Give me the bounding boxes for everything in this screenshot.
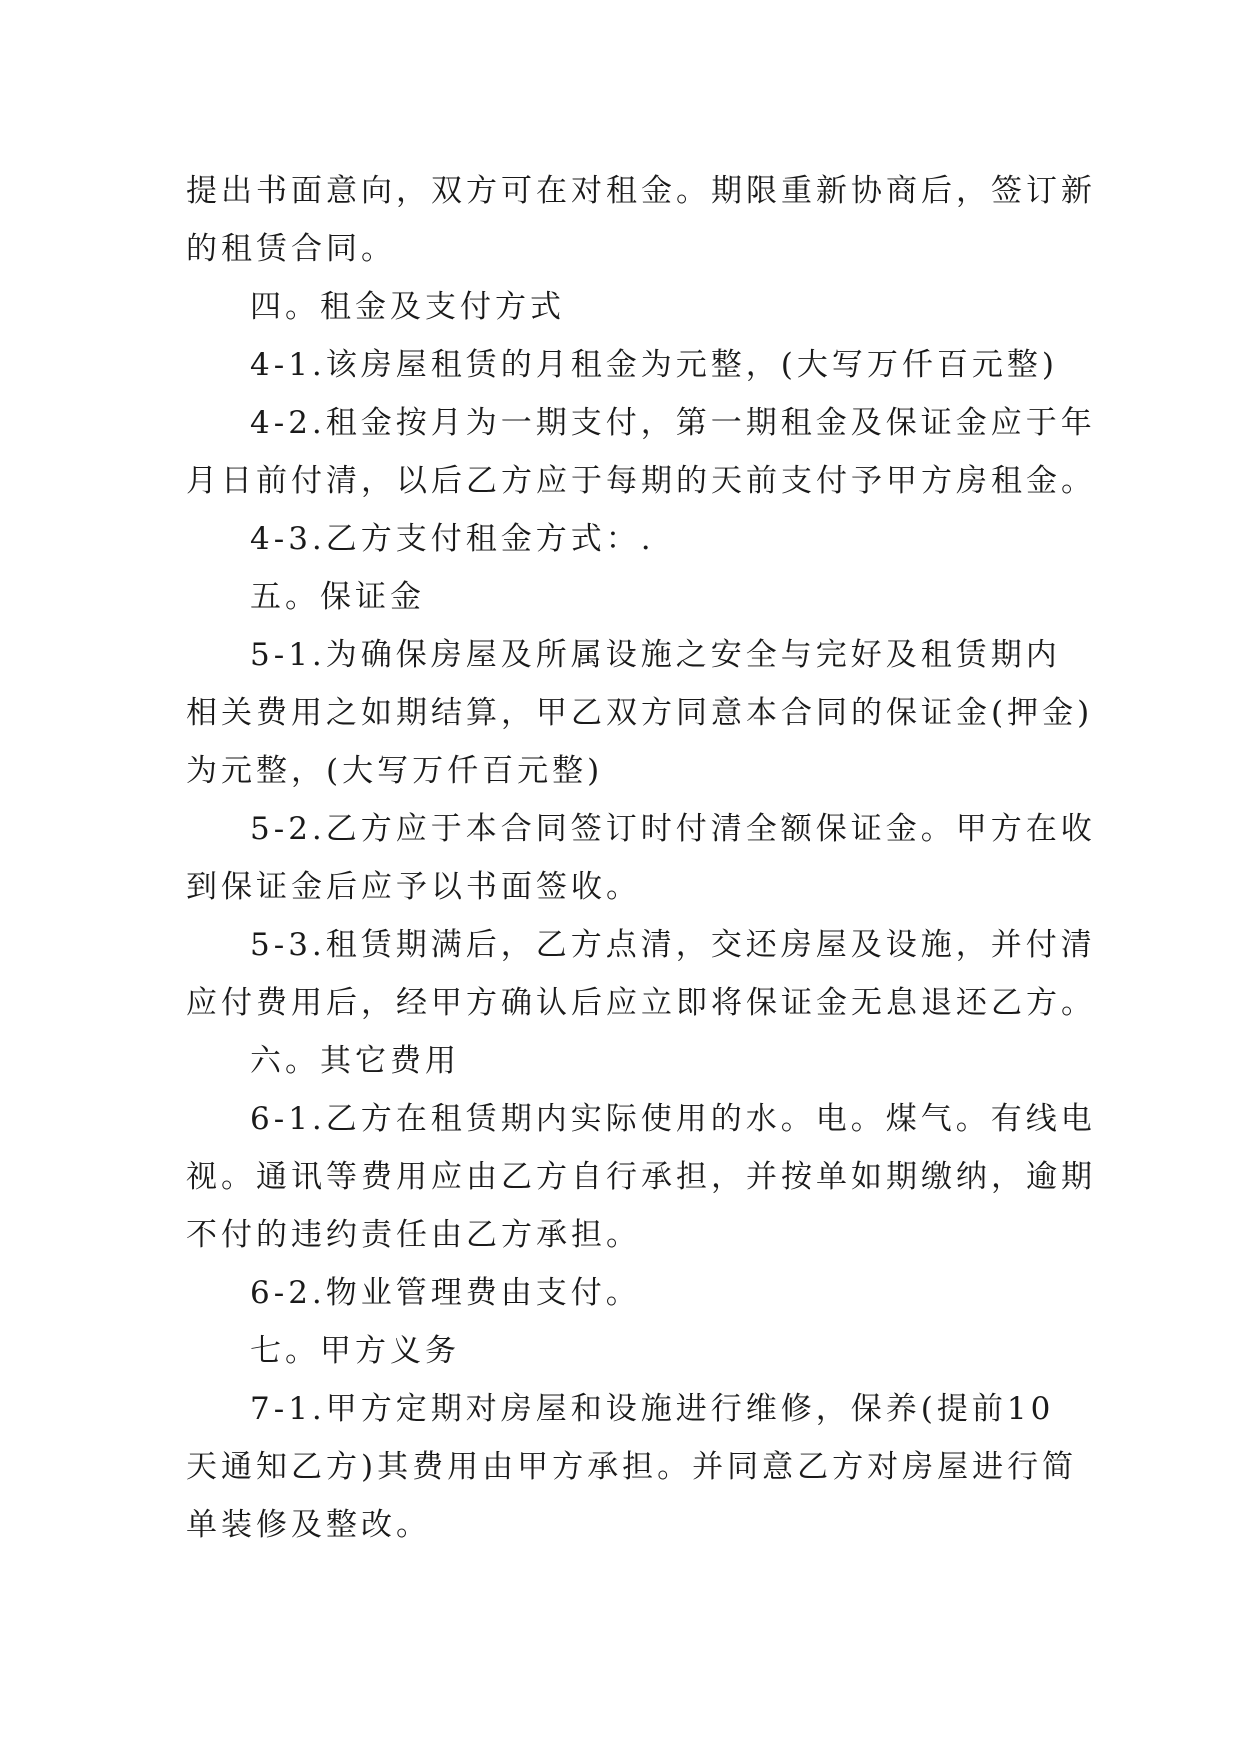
clause-line: 4-1.该房屋租赁的月租金为元整，(大写万仟百元整)	[250, 347, 1058, 383]
paragraph-line: 不付的违约责任由乙方承担。	[186, 1217, 641, 1253]
section-heading: 四。租金及支付方式	[250, 289, 565, 325]
section-heading: 七。甲方义务	[250, 1333, 460, 1369]
paragraph-line: 视。通讯等费用应由乙方自行承担，并按单如期缴纳，逾期	[186, 1159, 1096, 1195]
paragraph-line: 到保证金后应予以书面签收。	[186, 869, 641, 905]
clause-line: 5-2.乙方应于本合同签订时付清全额保证金。甲方在收	[250, 811, 1096, 847]
paragraph-line: 为元整，(大写万仟百元整)	[186, 753, 604, 789]
clause-line: 4-3.乙方支付租金方式：.	[250, 521, 655, 557]
clause-line: 5-1.为确保房屋及所属设施之安全与完好及租赁期内	[250, 637, 1061, 673]
paragraph-line: 提出书面意向，双方可在对租金。期限重新协商后，签订新	[186, 173, 1096, 209]
clause-line: 6-1.乙方在租赁期内实际使用的水。电。煤气。有线电	[250, 1101, 1096, 1137]
section-heading: 六。其它费用	[250, 1043, 460, 1079]
paragraph-line: 的租赁合同。	[186, 231, 396, 267]
section-heading: 五。保证金	[250, 579, 425, 615]
clause-line: 6-2.物业管理费由支付。	[250, 1275, 641, 1311]
paragraph-line: 单装修及整改。	[186, 1507, 431, 1543]
clause-line: 4-2.租金按月为一期支付，第一期租金及保证金应于年	[250, 405, 1096, 441]
document-body	[186, 162, 1096, 1554]
clause-line: 5-3.租赁期满后，乙方点清，交还房屋及设施，并付清	[250, 927, 1096, 963]
paragraph-line: 天通知乙方)其费用由甲方承担。并同意乙方对房屋进行简	[186, 1449, 1078, 1485]
paragraph-line: 相关费用之如期结算，甲乙双方同意本合同的保证金(押金)	[186, 695, 1094, 731]
paragraph-line: 应付费用后，经甲方确认后应立即将保证金无息退还乙方。	[186, 985, 1096, 1021]
clause-line: 7-1.甲方定期对房屋和设施进行维修，保养(提前10	[250, 1391, 1055, 1427]
paragraph-line: 月日前付清，以后乙方应于每期的天前支付予甲方房租金。	[186, 463, 1096, 499]
